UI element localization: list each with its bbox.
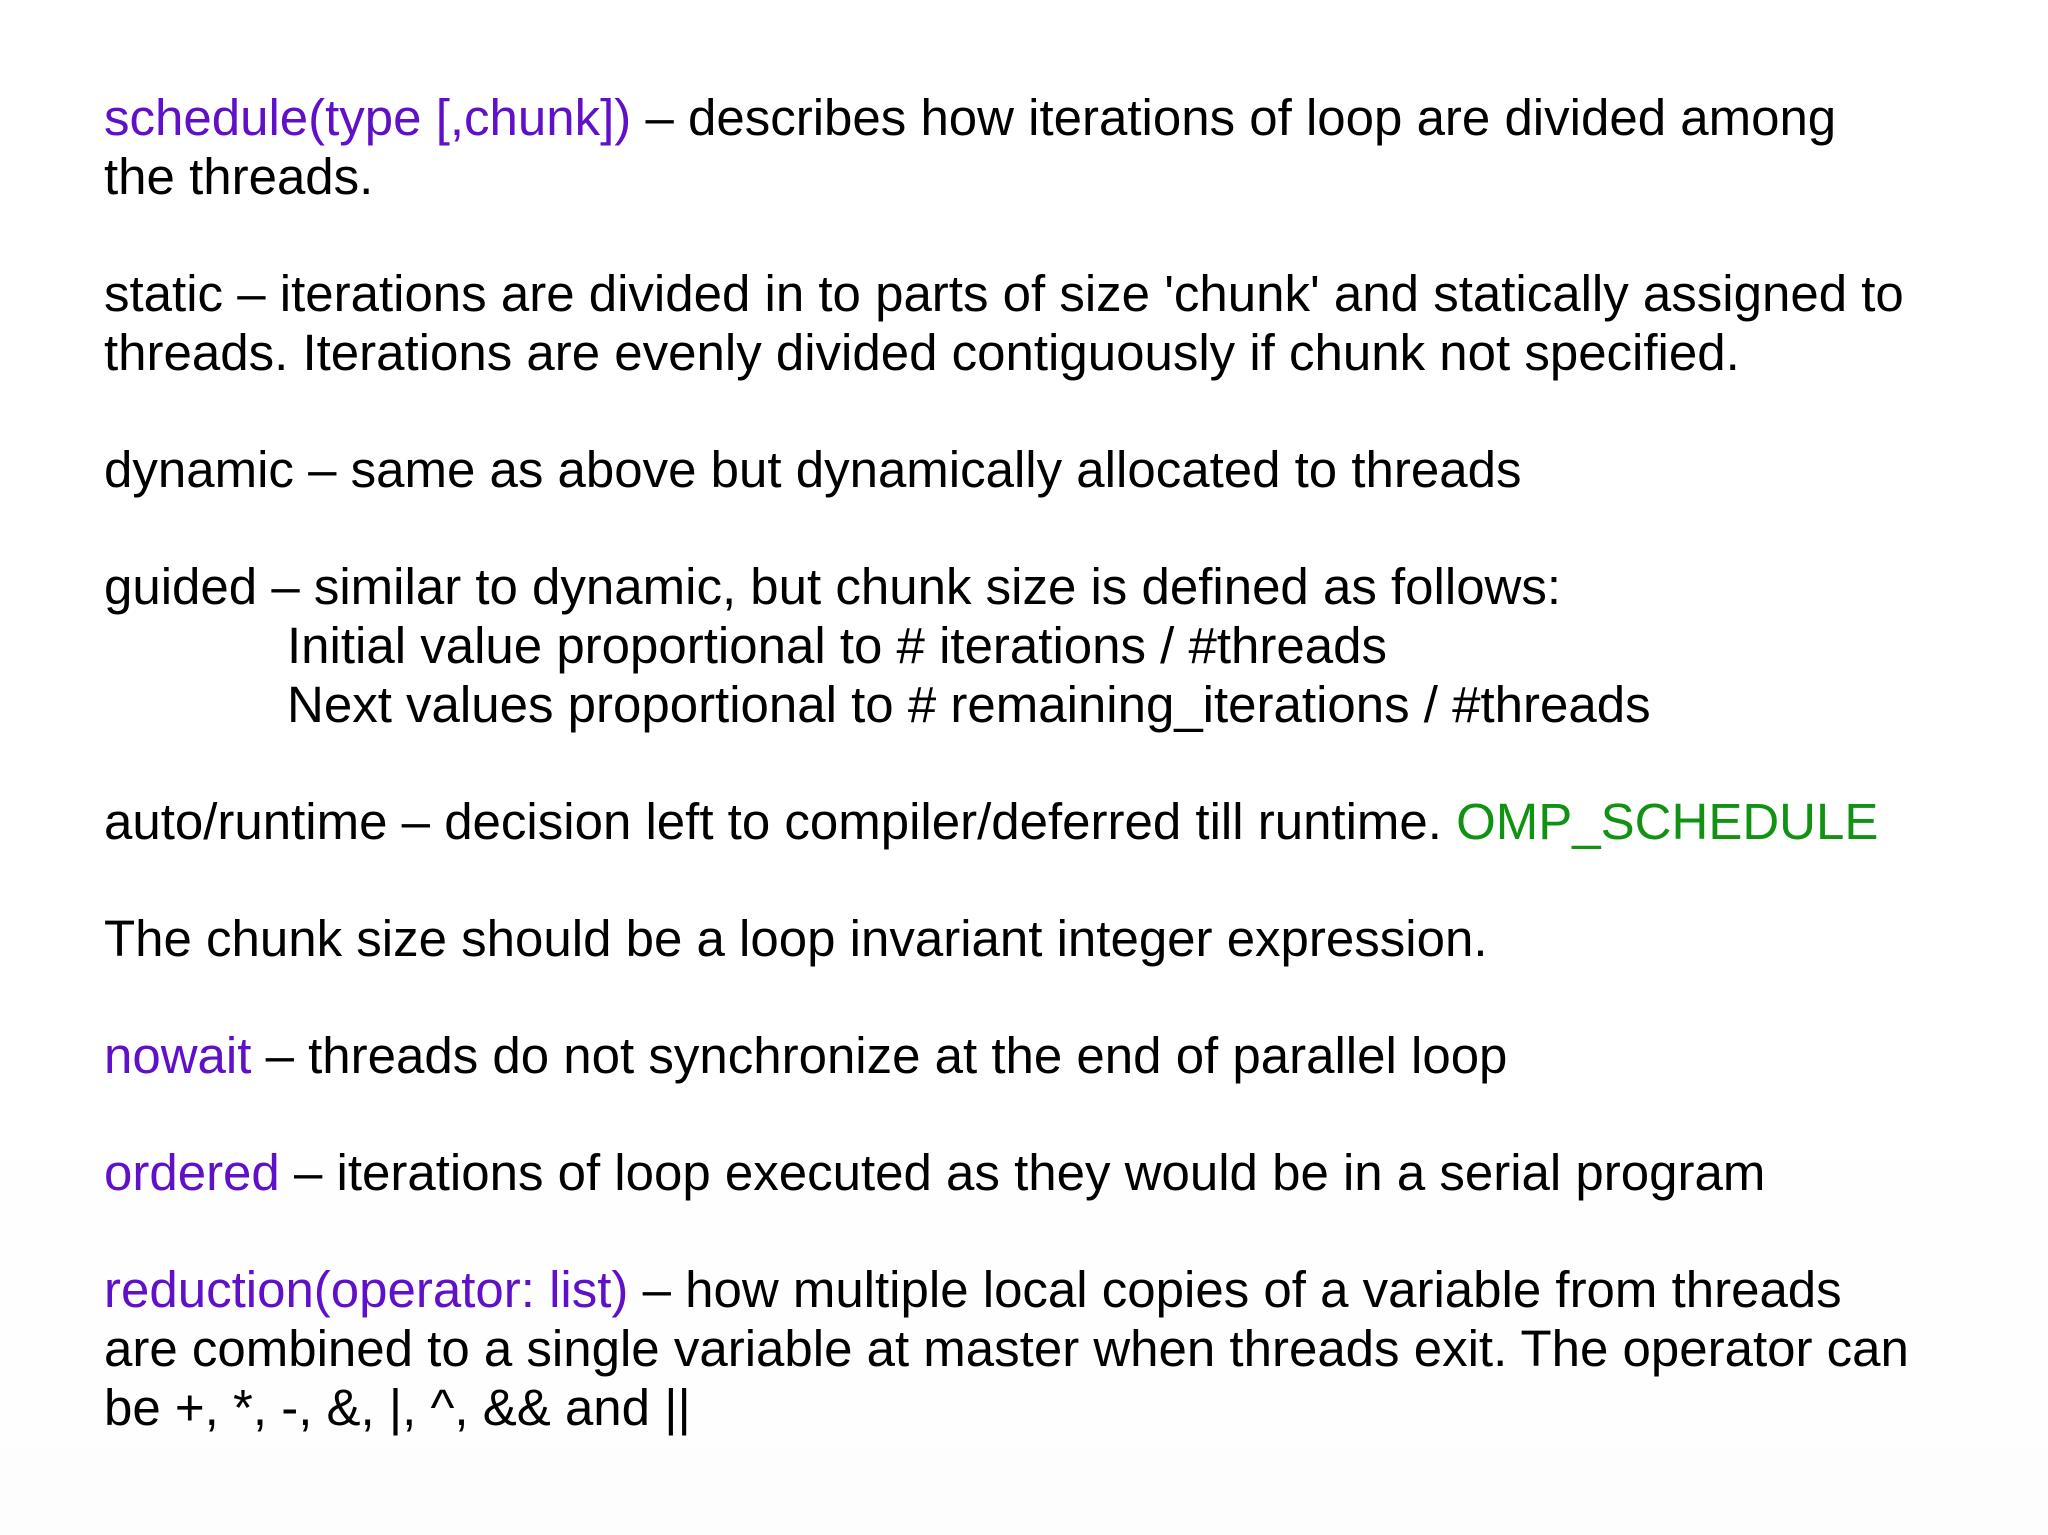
schedule-line-2: the threads. [104, 148, 374, 205]
guided-paragraph [104, 557, 1984, 734]
ordered-paragraph [104, 1143, 1984, 1202]
nowait-keyword: nowait [104, 1027, 252, 1084]
dynamic-paragraph [104, 440, 1984, 499]
nowait-paragraph [104, 1026, 1984, 1085]
auto-runtime-text: auto/runtime – decision left to compiler/deferred till runtime. [104, 793, 1457, 850]
slide-content [104, 88, 1984, 1495]
guided-line-1: guided – similar to dynamic, but chunk size is defined as follows: [104, 558, 1562, 615]
auto-runtime-paragraph [104, 792, 1984, 851]
nowait-line [104, 1026, 1984, 1085]
guided-line-2: Initial value proportional to # iterations / #threads [287, 617, 1387, 674]
nowait-description: – threads do not synchronize at the end of parallel loop [251, 1027, 1508, 1084]
reduction-line-3: be +, *, -, &, |, ^, && and || [104, 1379, 691, 1436]
static-paragraph [104, 264, 1984, 382]
reduction-keyword: reduction(operator: list) [104, 1261, 629, 1318]
auto-runtime-line [104, 792, 1984, 851]
reduction-line-2: are combined to a single variable at master when threads exit. The operator can [104, 1320, 1909, 1377]
schedule-description: – describes how iterations of loop are divided among [631, 89, 1837, 146]
ordered-line [104, 1143, 1984, 1202]
static-line-2: threads. Iterations are evenly divided contiguously if chunk not specified. [104, 324, 1740, 381]
dynamic-line-1: dynamic – same as above but dynamically allocated to threads [104, 441, 1522, 498]
omp-schedule-env-var: OMP_SCHEDULE [1456, 793, 1879, 850]
static-line-1: static – iterations are divided in to parts of size 'chunk' and statically assigned to [104, 265, 1904, 322]
reduction-line-1 [104, 1260, 1984, 1319]
ordered-description: – iterations of loop executed as they would be in a serial program [279, 1144, 1766, 1201]
reduction-description: – how multiple local copies of a variable from threads [628, 1261, 1842, 1318]
chunk-note-paragraph [104, 909, 1984, 968]
schedule-keyword: schedule(type [,chunk]) [104, 89, 632, 146]
schedule-paragraph [104, 88, 1984, 206]
reduction-paragraph [104, 1260, 1984, 1437]
ordered-keyword: ordered [104, 1144, 280, 1201]
chunk-note-line: The chunk size should be a loop invariant integer expression. [104, 910, 1488, 967]
guided-line-3: Next values proportional to # remaining_iterations / #threads [287, 676, 1651, 733]
schedule-line-1 [104, 88, 1984, 147]
